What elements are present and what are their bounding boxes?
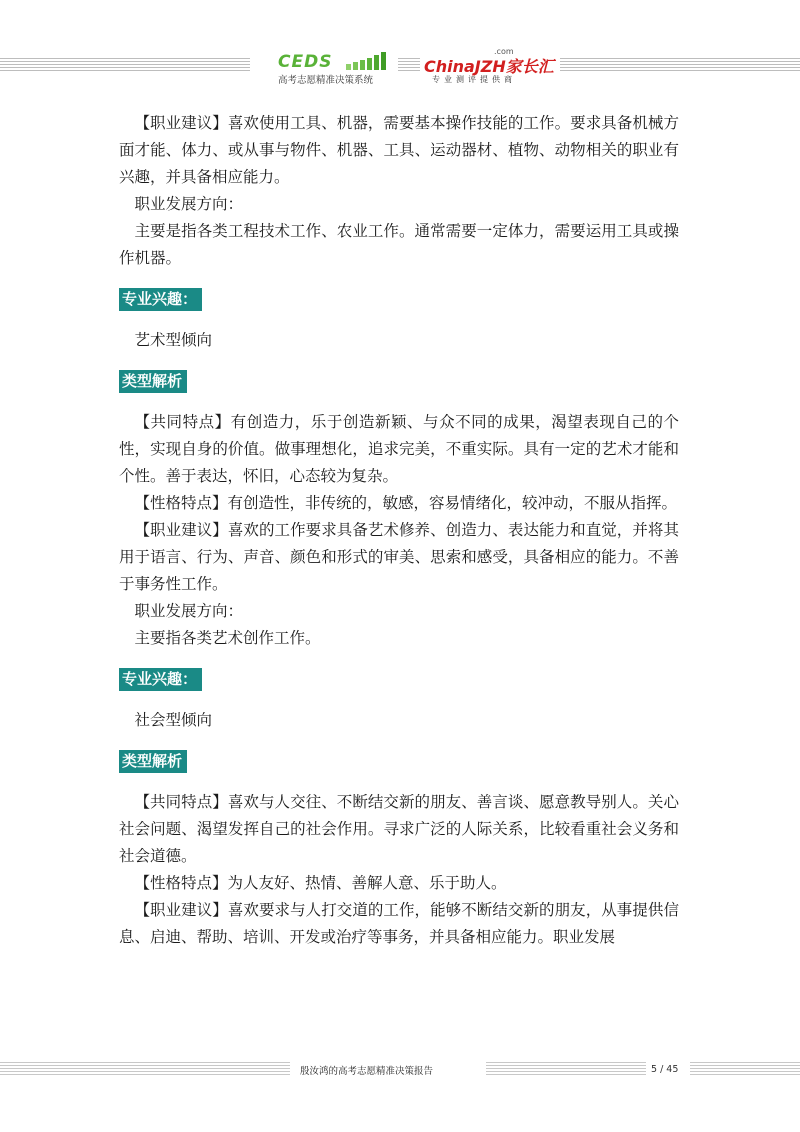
footer-stripe-left — [0, 1062, 290, 1075]
header-stripe-middle — [398, 58, 420, 71]
career-direction-paragraph: 主要是指各类工程技术工作、农业工作。通常需要一定体力，需要运用工具或操作机器。 — [119, 222, 679, 267]
chinajzh-com: .com — [494, 47, 514, 56]
footer-report-title: 殷汝鸿的高考志愿精准决策报告 — [300, 1066, 434, 1077]
personality-traits-paragraph: 【性格特点】有创造性，非传统的，敏感，容易情绪化，较冲动，不服从指挥。 — [134, 494, 678, 512]
page-number: 5 / 45 — [651, 1064, 679, 1075]
header-stripe-right — [560, 58, 800, 71]
ceds-subtitle: 高考志愿精准决策系统 — [278, 75, 374, 86]
career-advice-paragraph: 【职业建议】喜欢的工作要求具备艺术修养、创造力、表达能力和直觉，并将其用于语言、行为、声音、颜色和形式的审美、思索和感受，具备相应的能力。不善于事务性工作。 — [119, 521, 679, 593]
chinajzh-brand: ChinaJZH家长汇 — [424, 57, 554, 76]
common-traits-paragraph: 【共同特点】有创造力，乐于创造新颖、与众不同的成果，渴望表现自己的个性，实现自身的价值。做事理想化，追求完美，不重实际。具有一定的艺术才能和个性。善于表达，怀旧，心态较为复杂。 — [119, 413, 679, 485]
personality-traits-paragraph: 【性格特点】为人友好、热情、善解人意、乐于助人。 — [134, 874, 507, 892]
common-traits-paragraph: 【共同特点】喜欢与人交往、不断结交新的朋友、善言谈、愿意教导别人。关心社会问题、渴望发挥自己的社会作用。寻求广泛的人际关系，比较看重社会义务和社会道德。 — [119, 793, 679, 865]
footer-stripe-end — [690, 1062, 800, 1075]
tendency-social: 社会型倾向 — [134, 711, 213, 729]
section-tag-type-analysis: 类型解析 — [119, 750, 187, 773]
tendency-artistic: 艺术型倾向 — [134, 331, 213, 349]
chinajzh-logo — [424, 47, 554, 86]
chinajzh-tagline: 专业测评提供商 — [432, 75, 516, 84]
header-stripe-left — [0, 58, 250, 71]
footer-stripe-right — [486, 1062, 646, 1075]
ceds-bars-icon — [346, 52, 390, 70]
career-advice-paragraph: 【职业建议】喜欢要求与人打交道的工作，能够不断结交新的朋友，从事提供信息、启迪、帮助、培训、开发或治疗等事务，并具备相应能力。职业发展 — [119, 901, 679, 946]
section-tag-major-interest: 专业兴趣： — [119, 668, 202, 691]
career-direction-label: 职业发展方向： — [134, 602, 244, 620]
section-tag-major-interest: 专业兴趣： — [119, 288, 202, 311]
career-direction-paragraph: 主要指各类艺术创作工作。 — [134, 629, 321, 647]
career-direction-label: 职业发展方向： — [134, 195, 244, 213]
ceds-logo — [278, 52, 390, 86]
section-tag-type-analysis: 类型解析 — [119, 370, 187, 393]
ceds-brand: CEDS — [278, 52, 333, 72]
report-content — [119, 110, 679, 951]
career-advice-paragraph: 【职业建议】喜欢使用工具、机器，需要基本操作技能的工作。要求具备机械方面才能、体力、或从事与物件、机器、工具、运动器材、植物、动物相关的职业有兴趣，并具备相应能力。 — [119, 114, 679, 186]
